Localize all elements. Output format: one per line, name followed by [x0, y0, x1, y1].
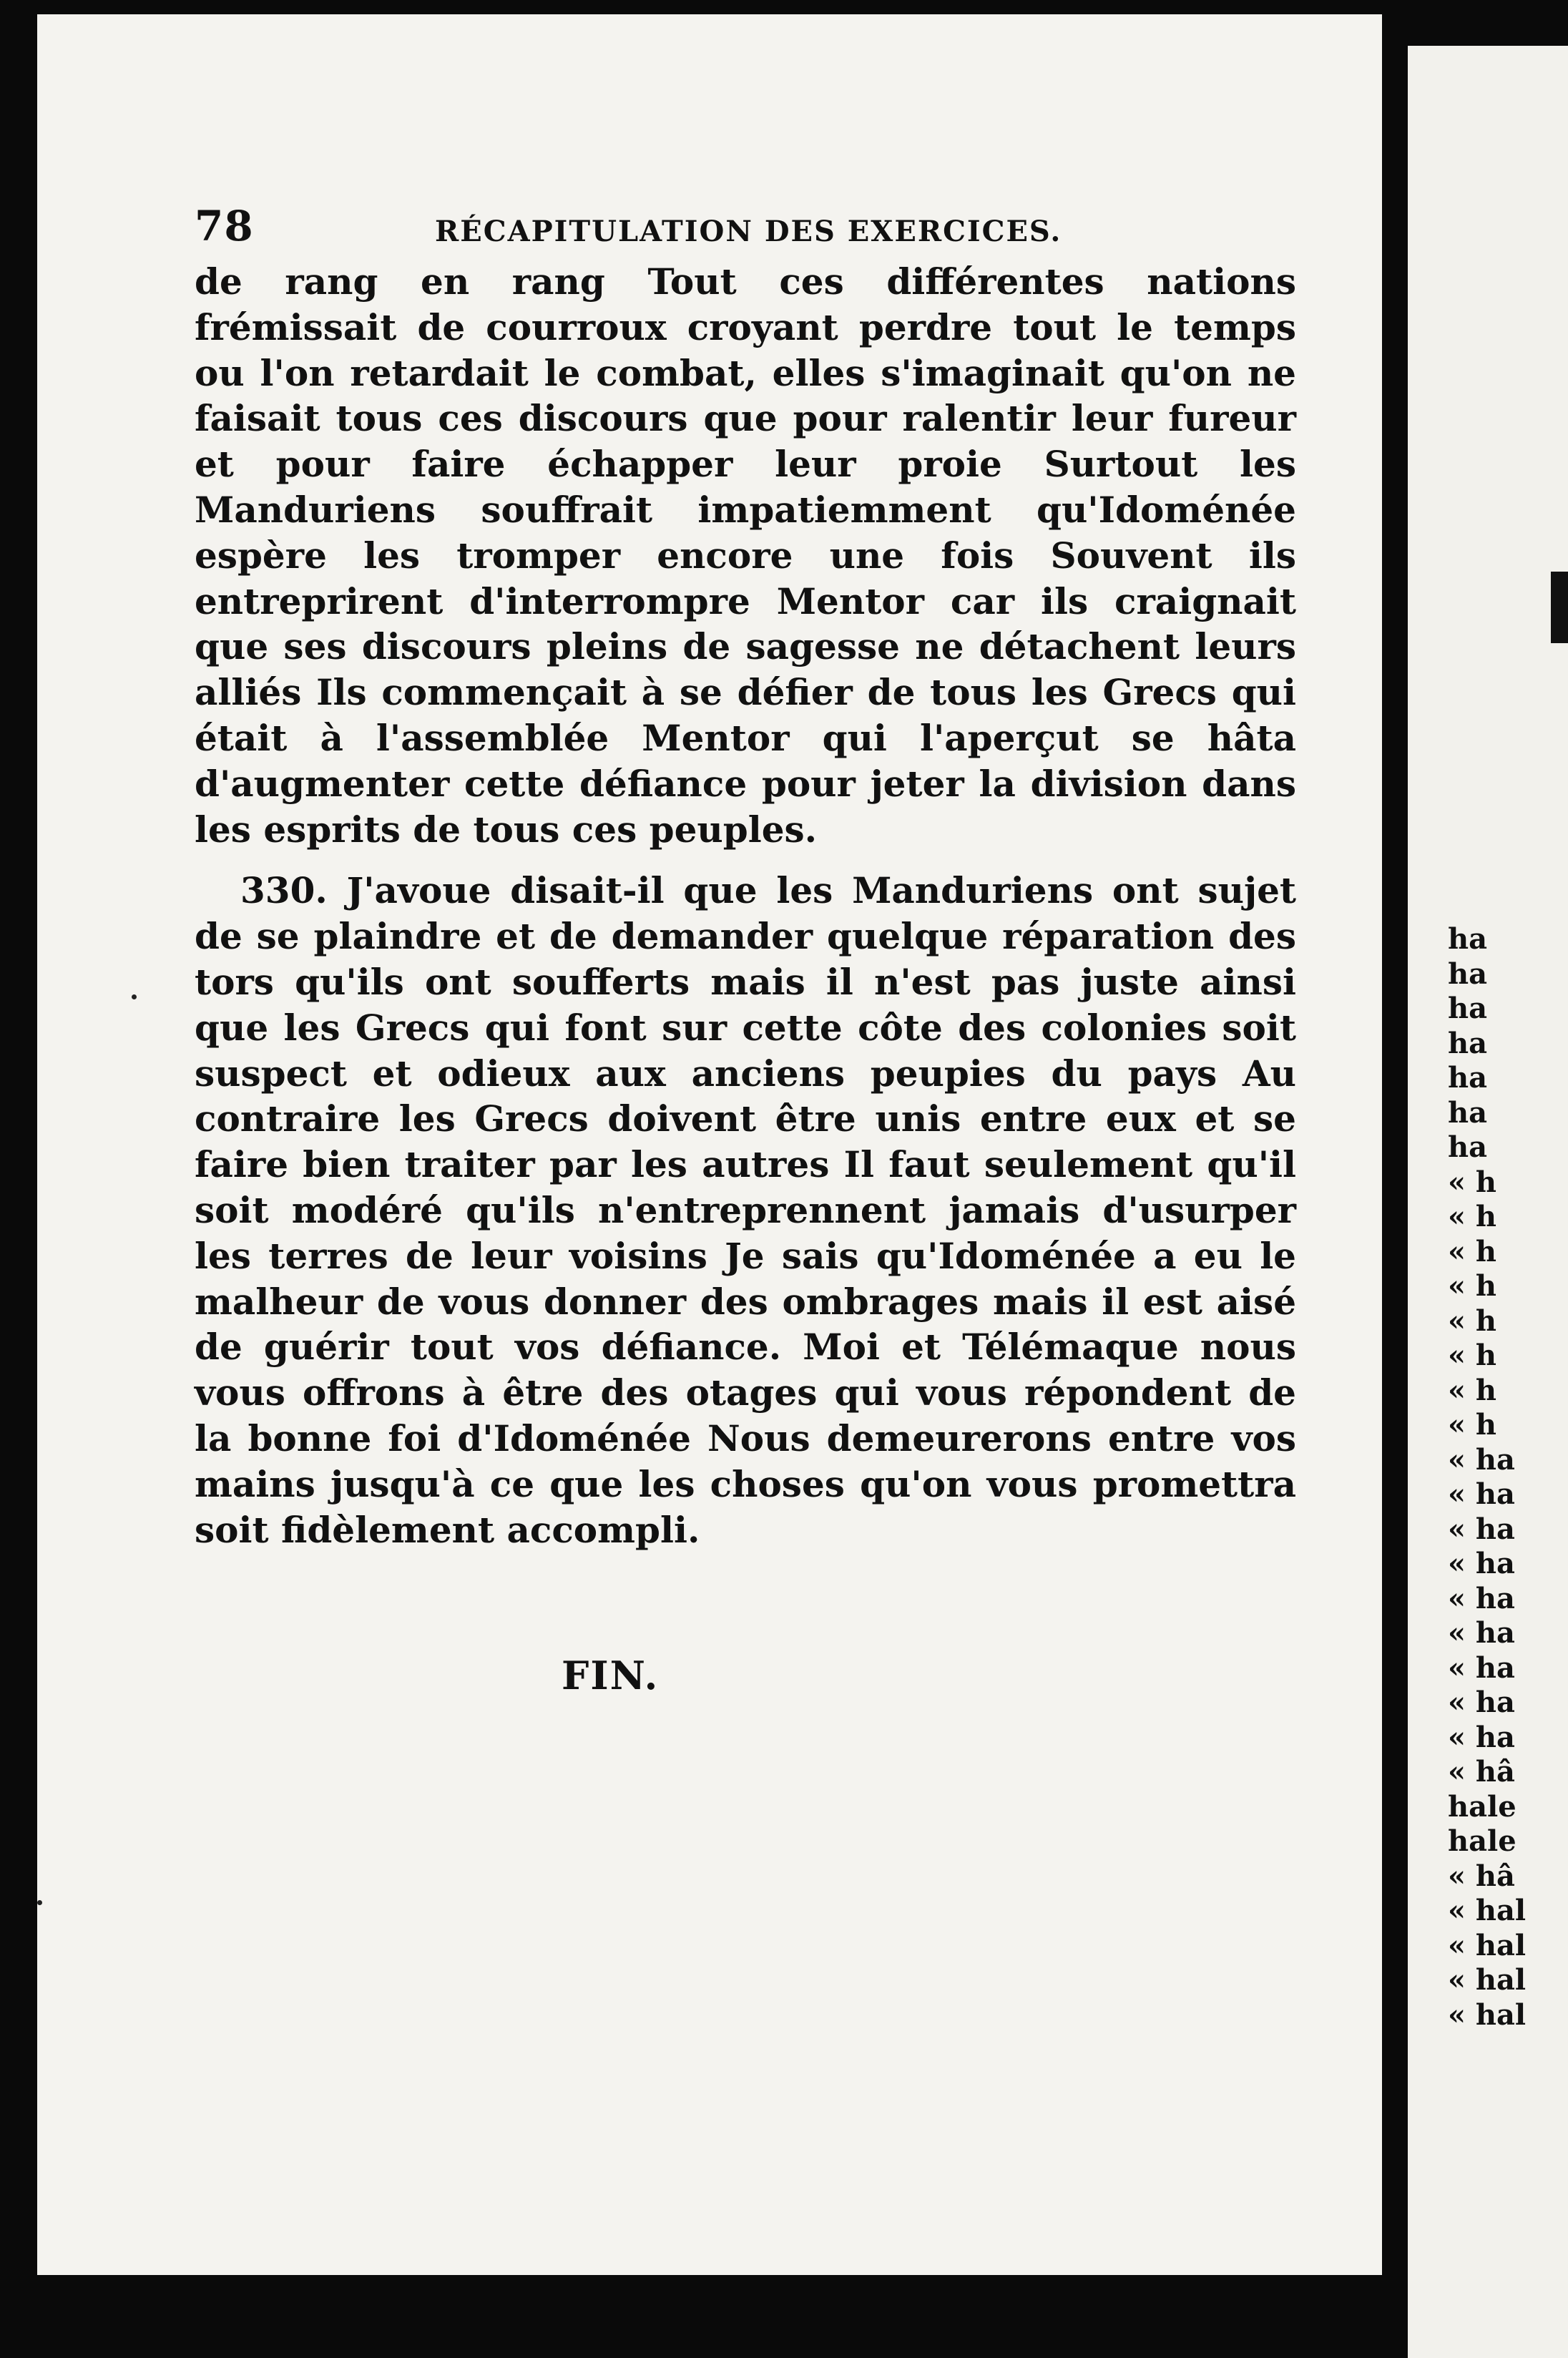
end-mark: FIN. — [562, 1653, 660, 1698]
adjacent-list-item: « ha — [1448, 1686, 1515, 1719]
adjacent-list-item: ha — [1448, 957, 1487, 991]
adjacent-list-item: « h — [1448, 1339, 1497, 1372]
adjacent-list-item: hale — [1448, 1824, 1516, 1858]
book-page — [37, 14, 1382, 2275]
adjacent-list-item: « h — [1448, 1373, 1497, 1407]
adjacent-list-item: ha — [1448, 1061, 1487, 1095]
adjacent-list-item: « ha — [1448, 1650, 1515, 1685]
adjacent-list-item: ha — [1448, 992, 1487, 1025]
adjacent-list-item: « hal — [1448, 1997, 1527, 2032]
adjacent-list-item: « h — [1448, 1408, 1497, 1442]
adjacent-list-item: ha — [1448, 1095, 1487, 1130]
adjacent-list-item: « h — [1448, 1303, 1497, 1338]
adjacent-list-item: « ha — [1448, 1581, 1515, 1615]
adjacent-list-item: « ha — [1448, 1442, 1515, 1477]
adjacent-list-item: ha — [1448, 922, 1487, 956]
adjacent-list-item: « ha — [1448, 1547, 1515, 1580]
page-number: 78 — [195, 202, 254, 250]
scan-speck — [37, 1900, 42, 1905]
adjacent-large-letter — [1551, 572, 1568, 643]
scan-speck — [132, 994, 137, 999]
adjacent-list-item: « hâ — [1448, 1859, 1515, 1893]
adjacent-list-item: ha — [1448, 1026, 1487, 1060]
adjacent-index-list — [1448, 922, 1526, 2032]
adjacent-list-item: « h — [1448, 1234, 1497, 1268]
page-header — [195, 202, 1296, 259]
adjacent-list-item: « hal — [1448, 1963, 1527, 1997]
adjacent-list-item: « ha — [1448, 1720, 1515, 1754]
adjacent-list-item: « h — [1448, 1200, 1497, 1233]
adjacent-list-item: « hal — [1448, 1928, 1527, 1962]
adjacent-list-item: « hal — [1448, 1894, 1527, 1927]
adjacent-list-item: ha — [1448, 1130, 1487, 1164]
adjacent-list-item: « ha — [1448, 1616, 1515, 1650]
running-head: RÉCAPITULATION DES EXERCICES. — [435, 215, 1062, 248]
adjacent-list-item: « ha — [1448, 1477, 1515, 1511]
adjacent-list-item: « hâ — [1448, 1755, 1515, 1789]
adjacent-list-item: « h — [1448, 1269, 1497, 1303]
adjacent-list-item: hale — [1448, 1789, 1516, 1824]
page-content — [195, 202, 1296, 1552]
paragraph-2: 330. J'avoue disait-il que les Manduriens ont sujet de se plaindre et de demander quelque réparation des tors qu'ils ont soufferts mais il n'est pas juste ainsi que les Grecs qui font sur cette côte des colonies soit suspect et odieux aux anciens peupies du pays Au contraire les Grecs doivent être unis entre eux et se faire bien traiter par les autres Il faut seulement qu'il soit modéré qu'ils n'entreprennent jamais d'usurper les terres de leur voisins Je sais qu'Idoménée a eu le malheur de vous donner des ombrages mais il est aisé de guérir tout vos défiance. Moi et Télémaque nous vous offrons à être des otages qui vous répondent de la bonne foi d'Idoménée Nous demeurerons entre vos mains jusqu'à ce que les choses qu'on vous promettra soit fidèlement accompli. — [195, 869, 1296, 1551]
adjacent-list-item: « ha — [1448, 1512, 1515, 1546]
adjacent-page-edge — [1408, 46, 1568, 2358]
adjacent-list-item: « h — [1448, 1165, 1497, 1199]
paragraph-1: de rang en rang Tout ces différentes nations frémissait de courroux croyant perdre tout le temps ou l'on retardait le combat, elles s'imaginait qu'on ne faisait tous ces discours que pour ralentir leur fureur et pour faire échapper leur proie Surtout les Manduriens souffrait impatiemment qu'Idoménée espère les tromper encore une fois Souvent ils entreprirent d'interrompre Mentor car ils craignait que ses discours pleins de sagesse ne détachent leurs alliés Ils commençait à se défier de tous les Grecs qui était à l'assemblée Mentor qui l'aperçut se hâta d'augmenter cette défiance pour jeter la division dans les esprits de tous ces peuples. — [195, 260, 1296, 851]
